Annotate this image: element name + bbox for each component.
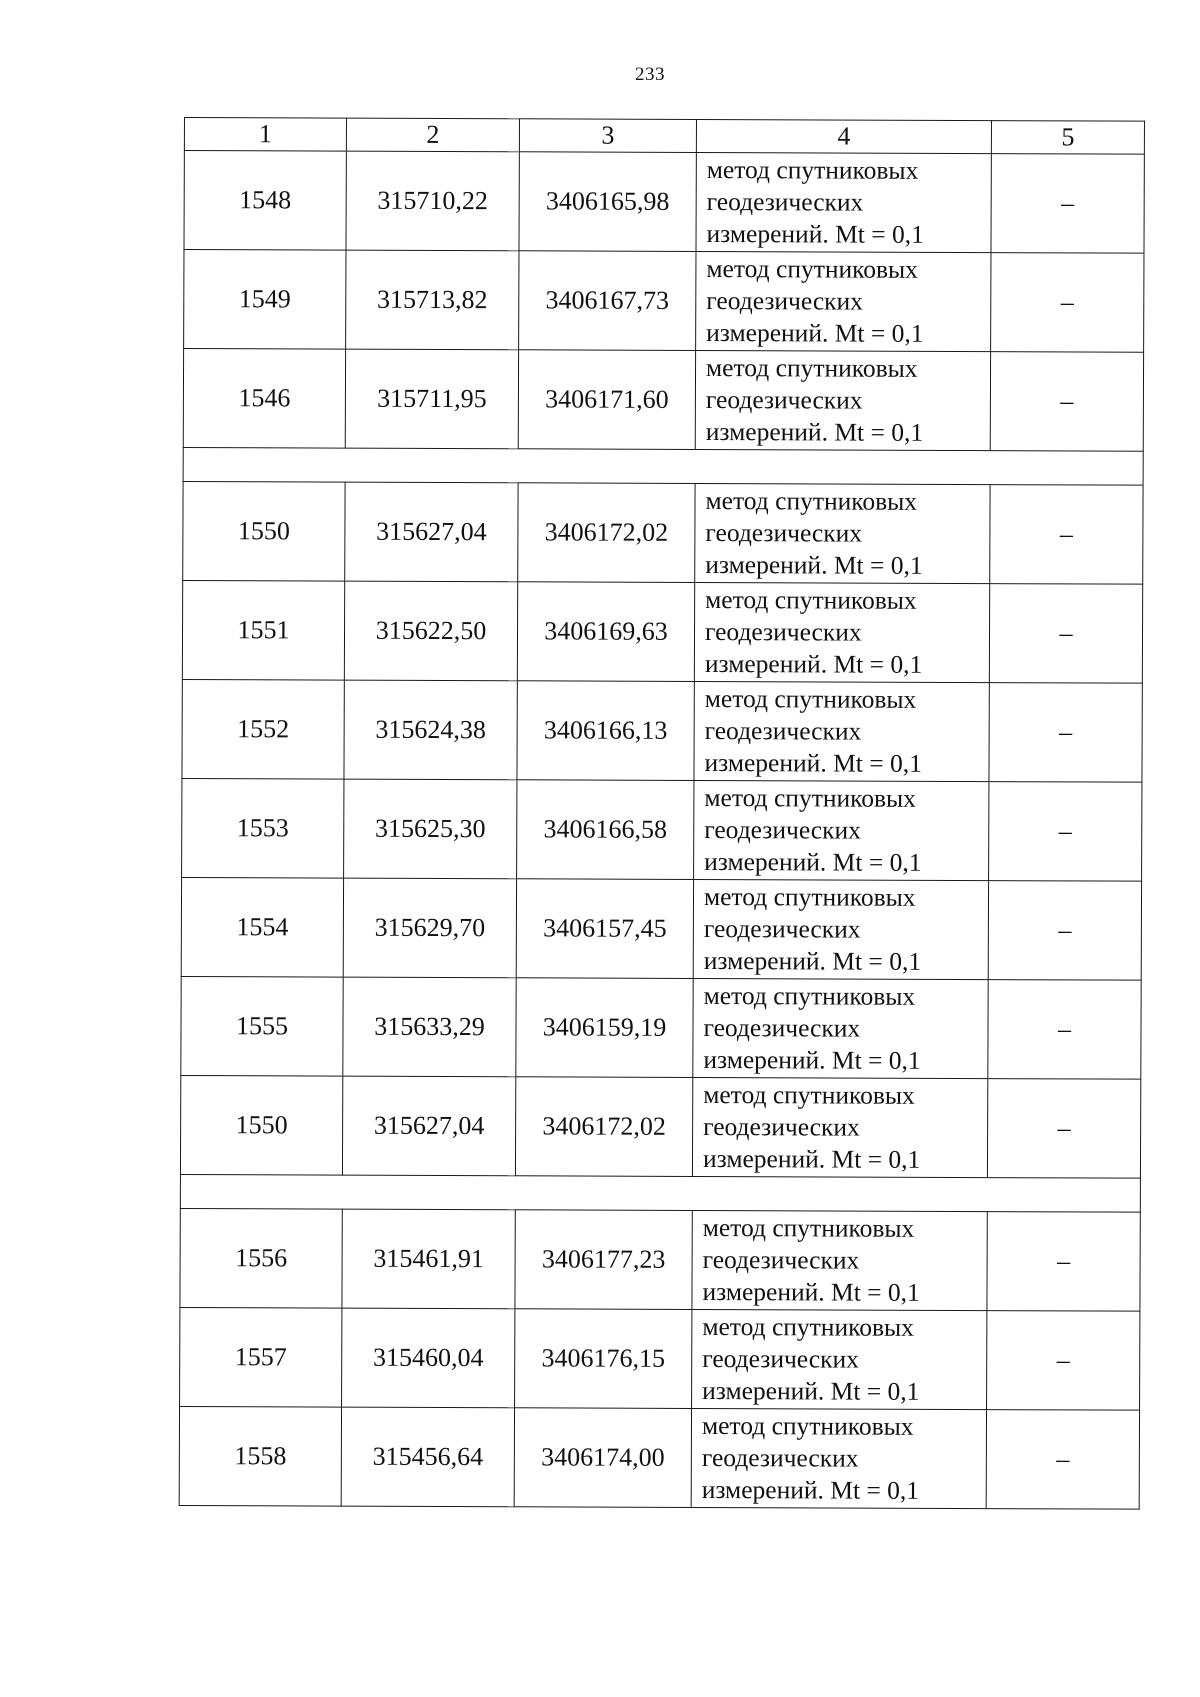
point-number-cell: 1553 — [182, 778, 344, 878]
point-number-cell: 1550 — [183, 481, 345, 581]
method-cell — [694, 582, 989, 682]
table-row — [181, 877, 1141, 980]
point-number-cell: 1557 — [180, 1307, 342, 1407]
group-separator-cell — [183, 447, 1143, 485]
y-coordinate-cell: 3406167,73 — [519, 251, 696, 351]
method-line: геодезических — [704, 815, 861, 845]
header-col-1: 1 — [184, 118, 346, 152]
header-col-5: 5 — [991, 121, 1144, 155]
point-number-cell: 1551 — [182, 580, 344, 680]
note-cell: – — [989, 584, 1142, 684]
method-cell — [692, 1210, 987, 1310]
y-coordinate-cell: 3406177,23 — [515, 1210, 692, 1310]
method-line: измерений. Mt = 0,1 — [702, 1375, 920, 1406]
method-line: метод спутниковых — [701, 1410, 914, 1441]
note-cell: – — [990, 352, 1143, 452]
method-line: измерений. Mt = 0,1 — [706, 318, 924, 348]
method-line: измерений. Mt = 0,1 — [704, 649, 923, 679]
method-cell — [695, 483, 990, 583]
y-coordinate-cell: 3406166,58 — [517, 780, 694, 880]
method-line: метод спутниковых — [703, 1080, 915, 1110]
note-cell: – — [988, 980, 1141, 1080]
method-line: метод спутниковых — [705, 486, 918, 516]
point-number-cell: 1550 — [180, 1075, 342, 1175]
table-row — [183, 481, 1143, 584]
method-cell — [692, 1309, 987, 1409]
x-coordinate-cell: 315711,95 — [345, 349, 518, 449]
group-separator-row — [180, 1174, 1140, 1212]
table-row — [182, 679, 1142, 782]
note-cell: – — [991, 253, 1144, 353]
y-coordinate-cell: 3406176,15 — [515, 1309, 692, 1409]
method-cell — [694, 681, 989, 781]
point-number-cell: 1546 — [183, 349, 345, 449]
point-number-cell: 1555 — [181, 976, 343, 1076]
table-row — [182, 778, 1142, 881]
method-line: метод спутниковых — [702, 1311, 914, 1342]
y-coordinate-cell: 3406172,02 — [518, 483, 695, 583]
group-separator-cell — [180, 1174, 1140, 1212]
table-row — [180, 1307, 1140, 1410]
note-cell: – — [987, 1311, 1140, 1411]
method-line: измерений. Mt = 0,1 — [705, 550, 923, 580]
method-line: геодезических — [704, 617, 862, 647]
method-line: геодезических — [706, 286, 864, 316]
coordinates-table — [179, 117, 1145, 1510]
y-coordinate-cell: 3406174,00 — [514, 1408, 691, 1508]
method-line: метод спутниковых — [703, 882, 916, 912]
x-coordinate-cell: 315622,50 — [344, 581, 517, 681]
method-line: метод спутниковых — [704, 783, 916, 813]
method-line: геодезических — [705, 518, 863, 548]
note-cell: – — [990, 485, 1143, 585]
method-cell — [692, 1077, 987, 1177]
x-coordinate-cell: 315460,04 — [342, 1308, 515, 1408]
table-row — [181, 976, 1141, 1079]
method-cell — [696, 251, 991, 351]
note-cell: – — [986, 1410, 1139, 1510]
y-coordinate-cell: 3406159,19 — [516, 978, 693, 1078]
y-coordinate-cell: 3406171,60 — [518, 350, 695, 450]
table-row — [183, 349, 1143, 452]
x-coordinate-cell: 315627,04 — [342, 1076, 515, 1176]
method-line: геодезических — [704, 716, 862, 746]
header-col-3: 3 — [519, 119, 696, 153]
x-coordinate-cell: 315461,91 — [342, 1209, 515, 1309]
x-coordinate-cell: 315627,04 — [345, 482, 518, 582]
point-number-cell: 1549 — [184, 250, 346, 350]
point-number-cell: 1556 — [180, 1208, 342, 1308]
point-number-cell: 1548 — [184, 151, 346, 251]
table-row — [184, 151, 1144, 254]
y-coordinate-cell: 3406165,98 — [519, 152, 696, 252]
method-line: геодезических — [701, 1442, 859, 1473]
note-cell: – — [989, 782, 1142, 882]
method-line: измерений. Mt = 0,1 — [706, 219, 924, 249]
method-cell — [694, 780, 989, 880]
table-row — [180, 1075, 1140, 1178]
y-coordinate-cell: 3406172,02 — [515, 1077, 692, 1177]
y-coordinate-cell: 3406166,13 — [517, 681, 694, 781]
method-cell — [693, 978, 988, 1078]
table-row — [182, 580, 1142, 683]
note-cell: – — [987, 1212, 1140, 1312]
x-coordinate-cell: 315713,82 — [346, 250, 519, 350]
method-line: метод спутниковых — [706, 155, 919, 185]
page-number: 233 — [635, 64, 665, 85]
point-number-cell: 1554 — [181, 877, 343, 977]
method-line: геодезических — [703, 1013, 861, 1043]
method-line: измерений. Mt = 0,1 — [702, 1276, 920, 1307]
method-line: измерений. Mt = 0,1 — [705, 417, 924, 447]
method-line: метод спутниковых — [706, 254, 919, 284]
point-number-cell: 1558 — [179, 1406, 341, 1506]
table-body — [179, 118, 1144, 1510]
method-line: геодезических — [706, 187, 864, 217]
group-separator-row — [183, 447, 1143, 485]
header-col-2: 2 — [346, 118, 519, 152]
method-line: метод спутниковых — [705, 353, 918, 383]
x-coordinate-cell: 315625,30 — [344, 779, 517, 879]
method-line: измерений. Mt = 0,1 — [703, 946, 922, 976]
method-line: метод спутниковых — [702, 1213, 915, 1243]
method-line: геодезических — [702, 1244, 860, 1275]
note-cell: – — [989, 683, 1142, 783]
method-cell — [696, 152, 991, 252]
x-coordinate-cell: 315624,38 — [344, 680, 517, 780]
table-row — [184, 250, 1144, 353]
x-coordinate-cell: 315629,70 — [343, 878, 516, 978]
header-col-4: 4 — [696, 119, 991, 153]
method-cell — [693, 879, 988, 979]
method-line: метод спутниковых — [704, 684, 917, 714]
x-coordinate-cell: 315633,29 — [343, 977, 516, 1077]
note-cell: – — [991, 154, 1144, 254]
method-cell — [695, 350, 990, 450]
header-row — [184, 118, 1144, 155]
note-cell: – — [987, 1079, 1140, 1179]
table-row — [180, 1208, 1140, 1311]
method-line: измерений. Mt = 0,1 — [704, 847, 922, 877]
method-line: геодезических — [703, 914, 861, 944]
method-line: геодезических — [702, 1343, 859, 1374]
method-cell — [691, 1408, 986, 1508]
method-line: измерений. Mt = 0,1 — [703, 1045, 921, 1075]
method-line: измерений. Mt = 0,1 — [704, 748, 922, 778]
method-line: геодезических — [705, 385, 863, 415]
x-coordinate-cell: 315710,22 — [346, 151, 519, 251]
method-line: измерений. Mt = 0,1 — [702, 1144, 921, 1174]
y-coordinate-cell: 3406169,63 — [517, 582, 694, 682]
method-line: метод спутниковых — [705, 585, 917, 615]
x-coordinate-cell: 315456,64 — [341, 1407, 514, 1507]
point-number-cell: 1552 — [182, 679, 344, 779]
y-coordinate-cell: 3406157,45 — [516, 879, 693, 979]
note-cell: – — [988, 881, 1141, 981]
method-line: геодезических — [703, 1112, 860, 1142]
table-row — [179, 1406, 1139, 1509]
method-line: метод спутниковых — [703, 981, 916, 1011]
method-line: измерений. Mt = 0,1 — [701, 1474, 920, 1505]
